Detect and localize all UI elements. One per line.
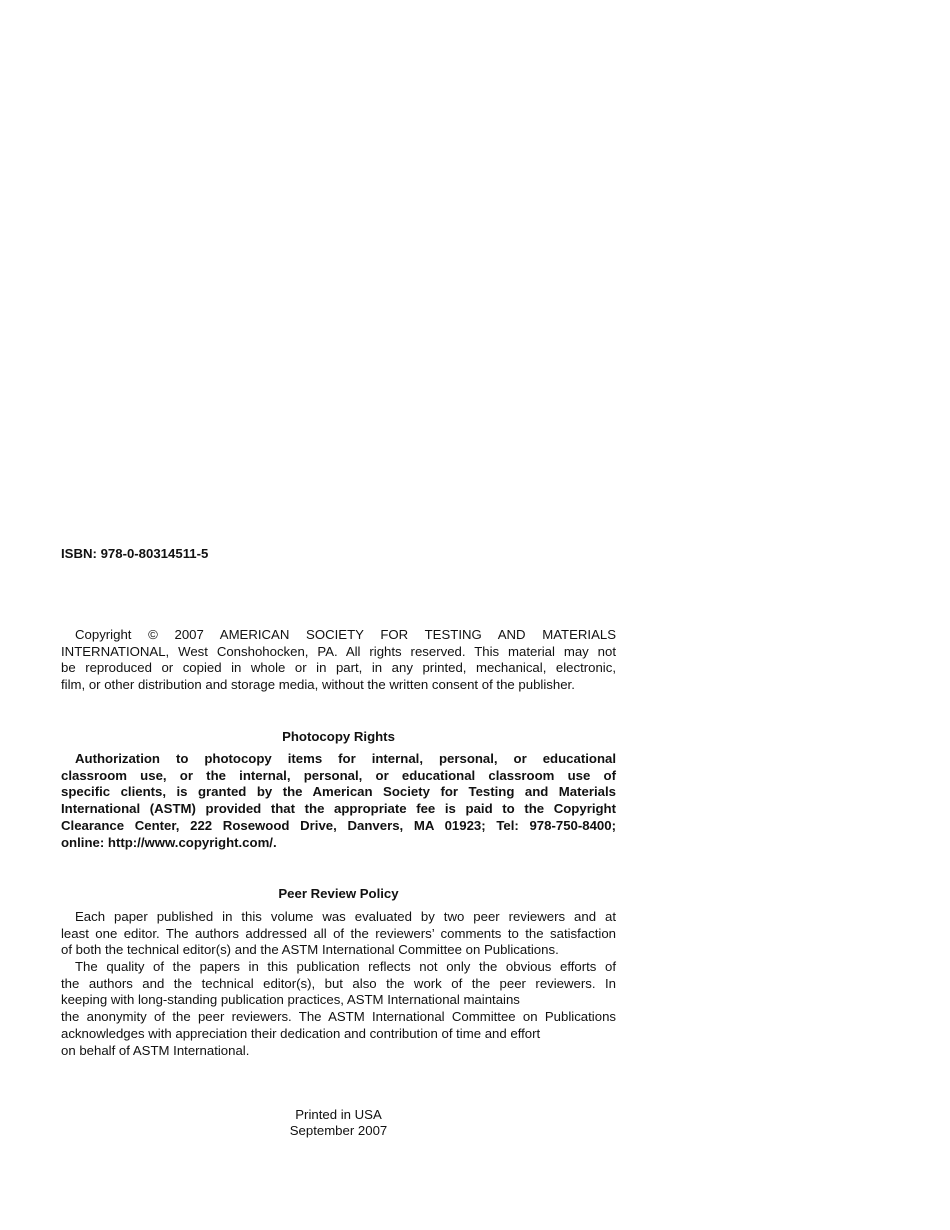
peer-review-line: of both the technical editor(s) and the ASTM International Committee on Publications.: [61, 942, 559, 958]
peer-review-heading: Peer Review Policy: [278, 886, 399, 901]
photocopy-line: International (ASTM) provided that the appropriate fee is paid to the Copyright: [61, 801, 616, 817]
printed-country: Printed in USA: [295, 1107, 382, 1122]
peer-review-line: Each paper published in this volume was evaluated by two peer reviewers and at: [75, 909, 616, 924]
copyright-line: film, or other distribution and storage media, without the written consent of the publisher.: [61, 677, 575, 693]
peer-review-line: The quality of the papers in this publication reflects not only the obvious efforts of: [75, 959, 616, 974]
peer-review-line: acknowledges with appreciation their dedication and contribution of time and effort: [61, 1025, 541, 1041]
copyright-line: Copyright © 2007 AMERICAN SOCIETY FOR TESTING AND MATERIALS: [75, 627, 616, 642]
isbn-line: ISBN: 978-0-80314511-5: [61, 546, 209, 561]
printed-date: September 2007: [289, 1123, 388, 1138]
copyright-paragraph: [61, 627, 616, 694]
copyright-line: INTERNATIONAL, West Conshohocken, PA. All rights reserved. This material may not: [61, 643, 616, 659]
photocopy-line: online: http://www.copyright.com/.: [61, 834, 277, 850]
photocopy-line: Clearance Center, 222 Rosewood Drive, Danvers, MA 01923; Tel: 978-750-8400;: [61, 817, 616, 833]
peer-review-line: keeping with long-standing publication practices, ASTM International maintains: [61, 992, 520, 1008]
photocopy-line: specific clients, is granted by the American Society for Testing and Materials: [61, 784, 616, 800]
photocopy-line: Authorization to photocopy items for internal, personal, or educational: [75, 751, 616, 766]
copyright-line: be reproduced or copied in whole or in part, in any printed, mechanical, electronic,: [61, 660, 616, 676]
peer-review-paragraph-2: [61, 959, 616, 1059]
peer-review-line: the anonymity of the peer reviewers. The ASTM International Committee on Publications: [61, 1009, 616, 1025]
peer-review-line: least one editor. The authors addressed all of the reviewers’ comments to the satisfaction: [61, 925, 616, 941]
peer-review-paragraph-1: [61, 909, 616, 959]
photocopy-heading: Photocopy Rights: [282, 729, 395, 744]
photocopy-line: classroom use, or the internal, personal, or educational classroom use of: [61, 767, 616, 783]
peer-review-line: on behalf of ASTM International.: [61, 1042, 250, 1058]
peer-review-line: the authors and the technical editor(s), but also the work of the peer reviewers. In: [61, 975, 616, 991]
photocopy-paragraph: [61, 751, 616, 851]
